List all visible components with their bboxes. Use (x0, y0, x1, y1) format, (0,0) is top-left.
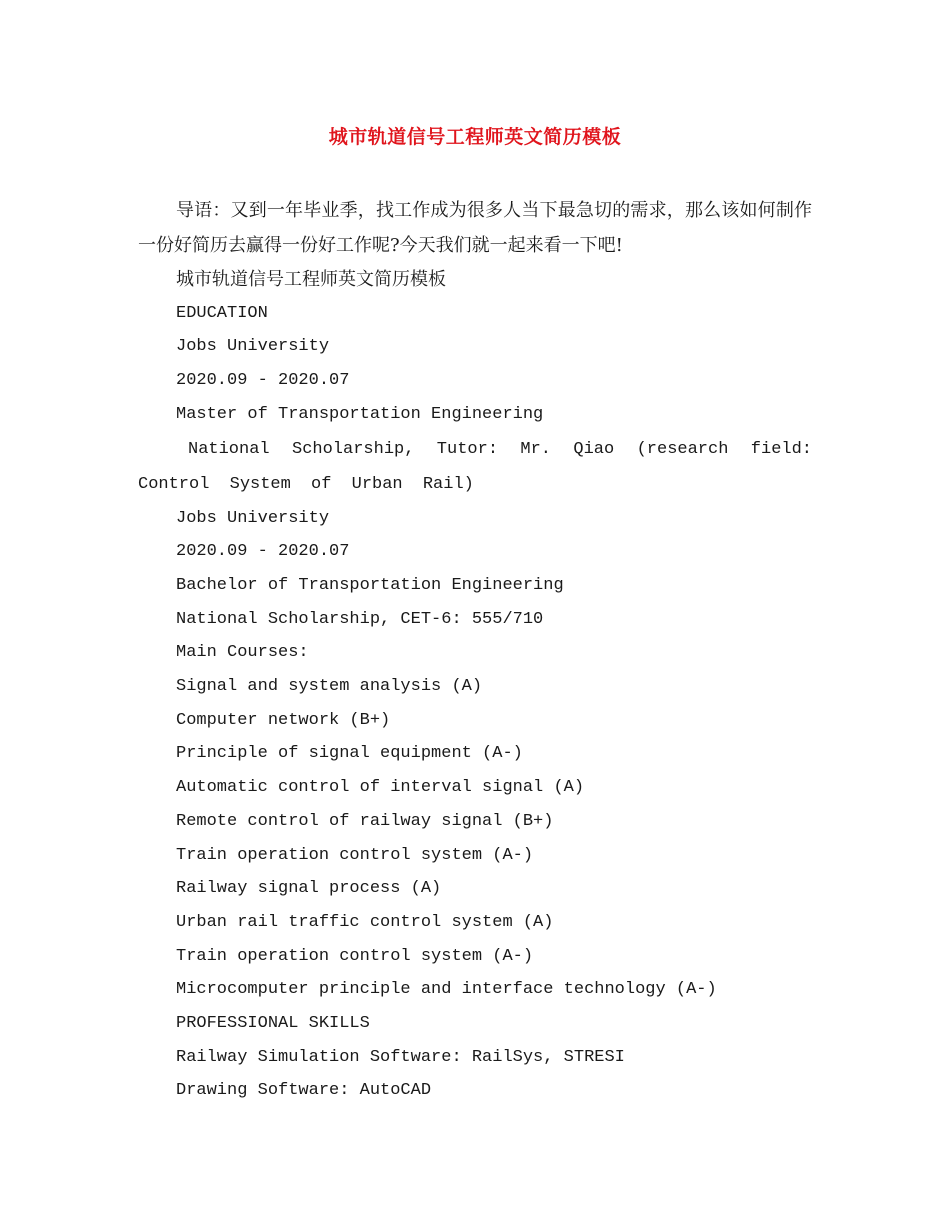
course-item: Remote control of railway signal (B+) (176, 811, 554, 831)
intro-paragraph: 导语：又到一年毕业季，找工作成为很多人当下最急切的需求，那么该如何制作一份好简历去赢得一份好工作呢?今天我们就一起来看一下吧! (138, 200, 812, 256)
skill-item: Drawing Software: AutoCAD (176, 1081, 432, 1101)
course-item: Train operation control system (A-) (176, 946, 534, 966)
edu1-dates: 2020.09 - 2020.07 (176, 371, 350, 391)
skills-heading: PROFESSIONAL SKILLS (176, 1014, 370, 1034)
course-item: Microcomputer principle and interface technology (A-) (176, 980, 717, 1000)
course-item: Principle of signal equipment (A-) (176, 744, 523, 764)
edu1-degree: Master of Transportation Engineering (176, 404, 544, 424)
courses-heading: Main Courses: (176, 643, 309, 663)
skill-item: Railway Simulation Software: RailSys, STRESI (176, 1047, 625, 1067)
edu2-school: Jobs University (176, 508, 330, 528)
course-item: Computer network (B+) (176, 710, 391, 730)
course-item: Signal and system analysis (A) (176, 677, 483, 697)
edu2-degree: Bachelor of Transportation Engineering (176, 575, 564, 595)
course-item: Urban rail traffic control system (A) (176, 912, 554, 932)
edu2-dates: 2020.09 - 2020.07 (176, 542, 350, 562)
education-heading: EDUCATION (176, 303, 268, 323)
edu2-details: National Scholarship, CET-6: 555/710 (176, 609, 544, 629)
course-item: Train operation control system (A-) (176, 845, 534, 865)
course-item: Automatic control of interval signal (A) (176, 778, 585, 798)
course-item: Railway signal process (A) (176, 879, 442, 899)
edu1-details: National Scholarship, Tutor: Mr. Qiao (research field: Control System of Urban Rail) (138, 439, 812, 494)
document-body (138, 193, 812, 1108)
edu1-school: Jobs University (176, 337, 330, 357)
resume-subtitle: 城市轨道信号工程师英文简历模板 (176, 269, 446, 290)
document-title: 城市轨道信号工程师英文简历模板 (328, 126, 622, 148)
